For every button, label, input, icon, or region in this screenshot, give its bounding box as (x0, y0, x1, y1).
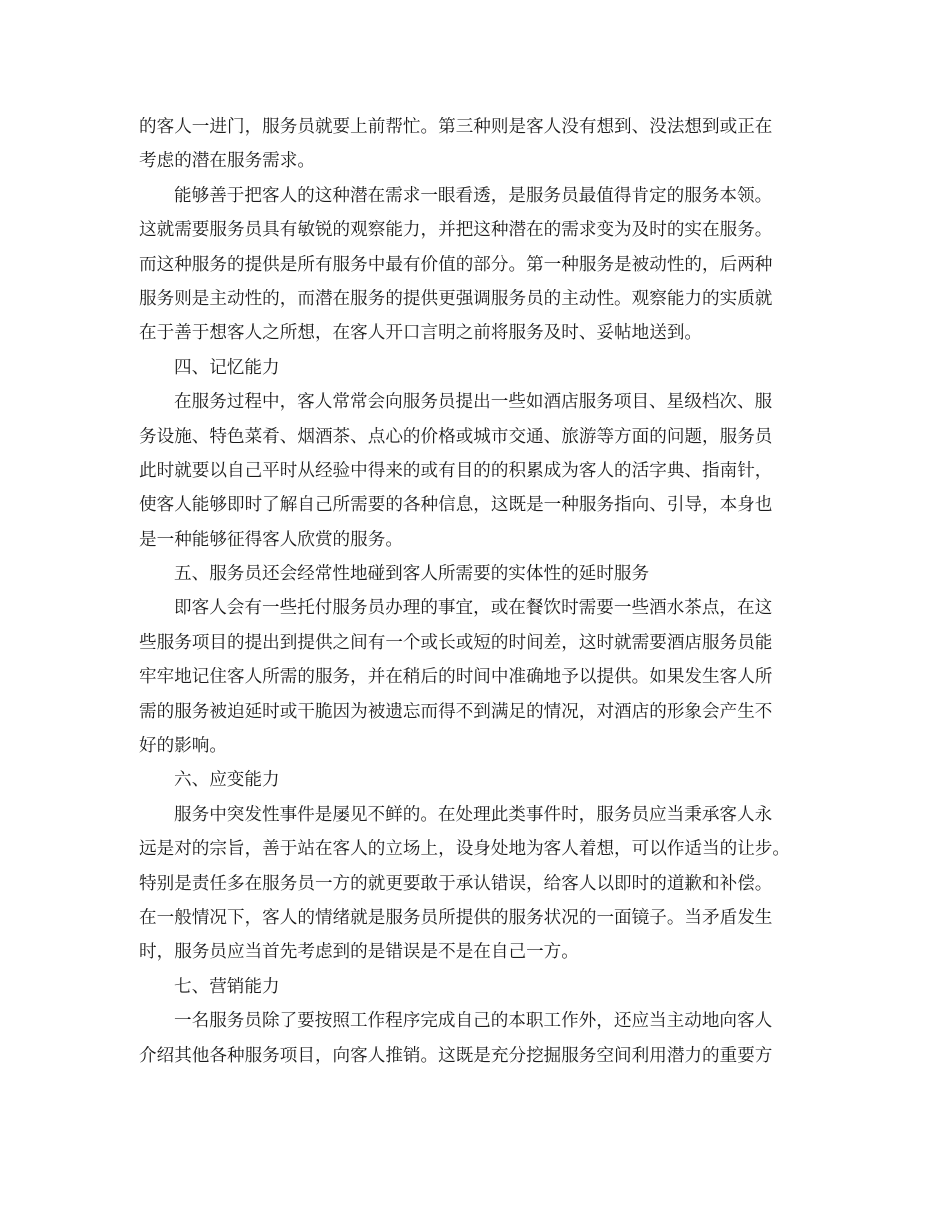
text-line: 在于善于想客人之所想，在客人开口言明之前将服务及时、妥帖地送到。 (139, 323, 703, 344)
text-line: 远是对的宗旨，善于站在客人的立场上，设身处地为客人着想，可以作适当的让步。 (139, 839, 790, 860)
text-line: 使客人能够即时了解自己所需要的各种信息，这既是一种服务指向、引导，本身也 (139, 495, 773, 516)
text-line: 牢牢地记住客人所需的服务，并在稍后的时间中准确地予以提供。如果发生客人所 (139, 667, 773, 688)
text-line: 此时就要以自己平时从经验中得来的或有目的的积累成为客人的活字典、指南针， (139, 460, 773, 481)
text-line: 服务中突发性事件是屡见不鲜的。在处理此类事件时，服务员应当秉承客人永 (174, 804, 773, 825)
text-line: 在服务过程中，客人常常会向服务员提出一些如酒店服务项目、星级档次、服 (174, 392, 773, 413)
text-line: 务设施、特色菜肴、烟酒茶、点心的价格或城市交通、旅游等方面的问题，服务员 (139, 426, 773, 447)
text-line: 的客人一进门，服务员就要上前帮忙。第三种则是客人没有想到、没法想到或正在 (139, 117, 773, 137)
text-line: 一名服务员除了要按照工作程序完成自己的本职工作外，还应当主动地向客人 (174, 1011, 773, 1032)
text-line: 好的影响。 (139, 736, 227, 757)
text-line: 七、营销能力 (174, 976, 280, 997)
text-line: 特别是责任多在服务员一方的就更要敢于承认错误，给客人以即时的道歉和补偿。 (139, 873, 773, 894)
text-line: 些服务项目的提出到提供之间有一个或长或短的时间差，这时就需要酒店服务员能 (139, 632, 773, 653)
text-line: 而这种服务的提供是所有服务中最有价值的部分。第一种服务是被动性的，后两种 (139, 254, 773, 275)
text-line: 六、应变能力 (174, 770, 280, 791)
text-line: 能够善于把客人的这种潜在需求一眼看透，是服务员最值得肯定的服务本领。 (174, 185, 773, 206)
text-line: 需的服务被迫延时或干脆因为被遗忘而得不到满足的情况，对酒店的形象会产生不 (139, 701, 773, 722)
text-line: 服务则是主动性的，而潜在服务的提供更强调服务员的主动性。观察能力的实质就 (139, 288, 773, 309)
text-line: 四、记忆能力 (174, 357, 280, 378)
text-line: 即客人会有一些托付服务员办理的事宜，或在餐饮时需要一些酒水茶点，在这 (174, 598, 773, 619)
text-line: 五、服务员还会经常性地碰到客人所需要的实体性的延时服务 (174, 564, 650, 585)
text-line: 是一种能够征得客人欣赏的服务。 (139, 529, 403, 550)
text-line: 这就需要服务员具有敏锐的观察能力，并把这种潜在的需求变为及时的实在服务。 (139, 220, 773, 241)
text-line: 介绍其他各种服务项目，向客人推销。这既是充分挖掘服务空间利用潜力的重要方 (139, 1045, 773, 1066)
text-line: 考虑的潜在服务需求。 (139, 151, 315, 172)
document-body (139, 110, 819, 1073)
text-line: 在一般情况下，客人的情绪就是服务员所提供的服务状况的一面镜子。当矛盾发生 (139, 907, 773, 928)
text-line: 时，服务员应当首先考虑到的是错误是不是在自己一方。 (139, 942, 579, 963)
